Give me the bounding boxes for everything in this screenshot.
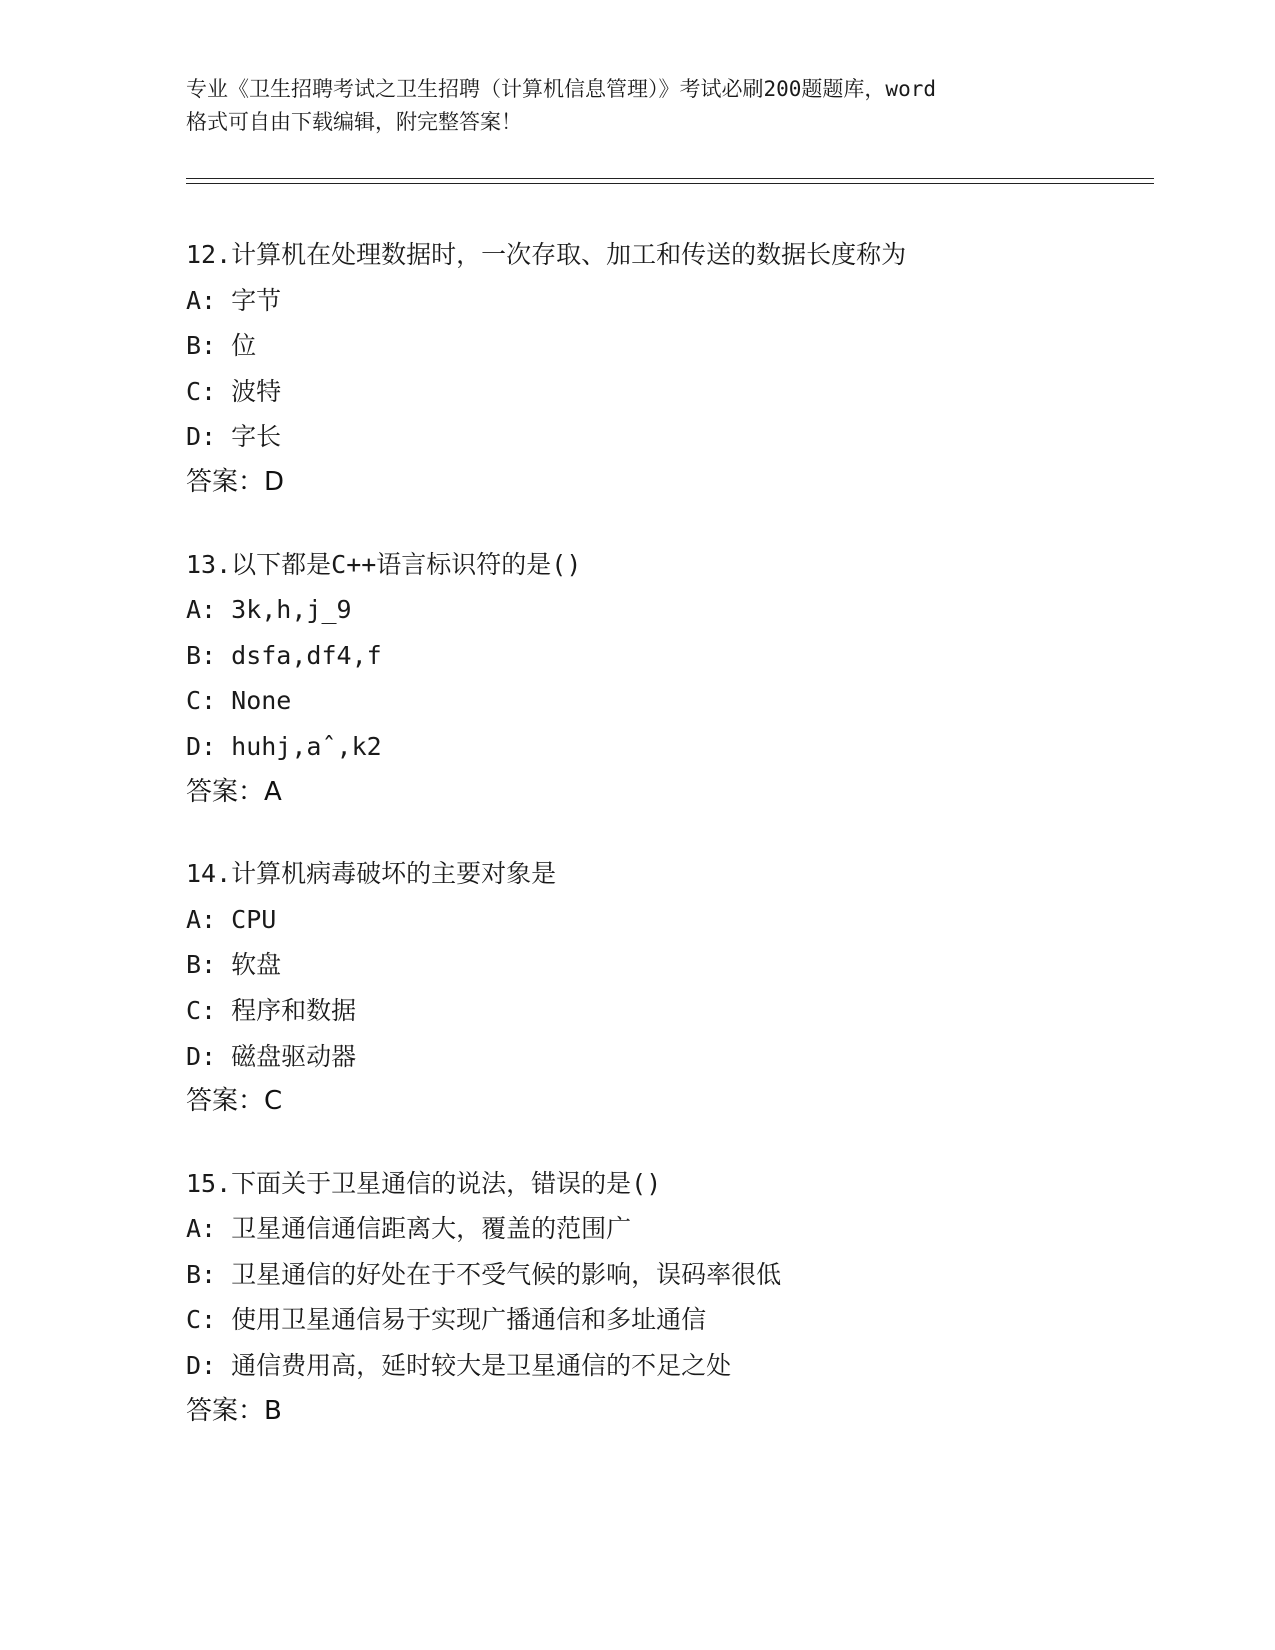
option-c: C: 使用卫星通信易于实现广播通信和多址通信 bbox=[186, 1305, 707, 1335]
question-list bbox=[186, 232, 1154, 1470]
option-a: A: 卫星通信通信距离大，覆盖的范围广 bbox=[186, 1214, 632, 1244]
answer-line: 答案：C bbox=[186, 1086, 283, 1117]
option-b: B: dsfa,df4,f bbox=[186, 640, 382, 670]
option-c: C: 程序和数据 bbox=[186, 995, 357, 1025]
header-title-line-1: 专业《卫生招聘考试之卫生招聘（计算机信息管理）》考试必刷200题题库，word bbox=[186, 77, 936, 101]
option-a: A: CPU bbox=[186, 904, 277, 934]
option-d: D: 通信费用高，延时较大是卫星通信的不足之处 bbox=[186, 1351, 732, 1381]
option-b: B: 软盘 bbox=[186, 950, 282, 980]
option-d: D: 字长 bbox=[186, 422, 282, 452]
question-15 bbox=[186, 1161, 1154, 1435]
answer-line: 答案：D bbox=[186, 466, 285, 497]
answer-line: 答案：B bbox=[186, 1395, 282, 1426]
question-stem: 13.以下都是C++语言标识符的是() bbox=[186, 549, 582, 579]
question-12 bbox=[186, 232, 1154, 506]
question-13 bbox=[186, 542, 1154, 816]
document-header bbox=[186, 73, 1086, 139]
option-b: B: 位 bbox=[186, 331, 257, 361]
option-a: A: 3k,h,j_9 bbox=[186, 595, 352, 625]
question-14 bbox=[186, 851, 1154, 1125]
header-double-rule bbox=[186, 178, 1154, 184]
question-stem: 14.计算机病毒破坏的主要对象是 bbox=[186, 859, 557, 889]
answer-line: 答案：A bbox=[186, 776, 282, 807]
header-title-line-2: 格式可自由下载编辑，附完整答案！ bbox=[186, 110, 522, 134]
option-d: D: huhj,aˆ,k2 bbox=[186, 731, 382, 761]
option-b: B: 卫星通信的好处在于不受气候的影响，误码率很低 bbox=[186, 1259, 782, 1289]
option-a: A: 字节 bbox=[186, 285, 282, 315]
option-c: C: 波特 bbox=[186, 376, 282, 406]
question-stem: 15.下面关于卫星通信的说法，错误的是() bbox=[186, 1168, 662, 1198]
option-d: D: 磁盘驱动器 bbox=[186, 1041, 357, 1071]
question-stem: 12.计算机在处理数据时，一次存取、加工和传送的数据长度称为 bbox=[186, 240, 907, 269]
option-c: C: None bbox=[186, 686, 292, 716]
